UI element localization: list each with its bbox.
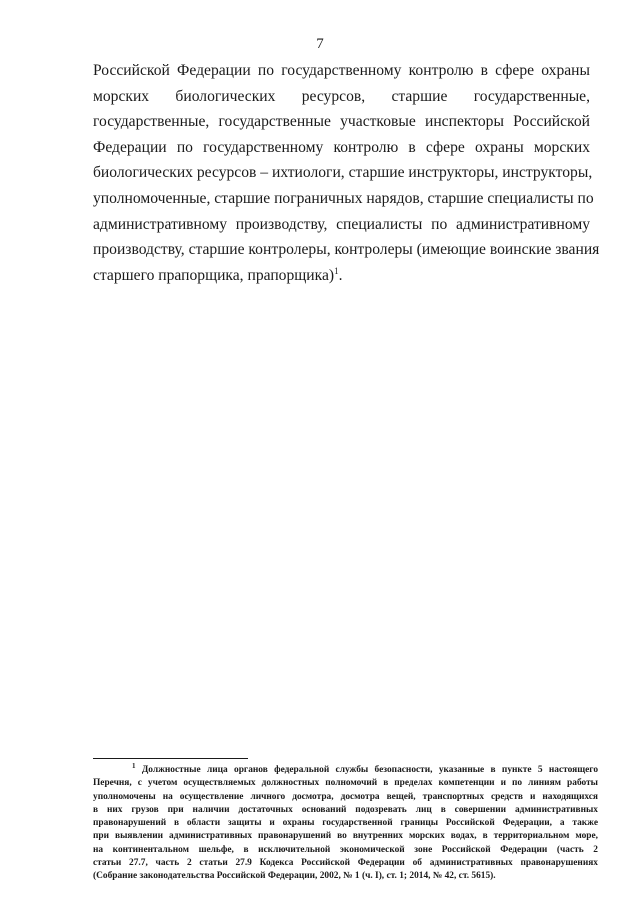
main-text-line: Российской Федерации по государственному контролю в сфере охраны — [93, 62, 590, 79]
main-text-last-line: старшего прапорщика, прапорщика)$^1$. — [93, 265, 343, 284]
footnote-line: на континентальном шельфе, в исключительной экономической зоне Российской Федерации (часть 2 — [93, 844, 598, 855]
main-text-line: старшего прапорщика, прапорщика) — [93, 266, 335, 284]
main-text-line: государственные, государственные участковые инспекторы Российской — [93, 113, 590, 131]
main-text-line: уполномоченные, старшие пограничных нарядов, старшие специалисты по — [93, 189, 594, 207]
footnote-marker: 1 — [132, 762, 136, 770]
footnote-line: уполномочены на осуществление личного досмотра, досмотра вещей, транспортных средств и находящихся — [93, 791, 598, 802]
main-text-line: морских биологических ресурсов, старшие государственные, — [93, 87, 590, 105]
footnote-line: Перечня, с учетом осуществляемых должностных полномочий в пределах компетенции и по линиям работы — [93, 778, 598, 789]
main-paragraph — [93, 58, 600, 288]
footnote-line: Должностные лица органов федеральной службы безопасности, указанные в пункте 5 настоящего — [141, 765, 599, 775]
footnote-line: статьи 27.7, часть 2 статьи 27.9 Кодекса Российской Федерации об административных правонарушениях — [93, 858, 598, 869]
main-text-line: биологических ресурсов – ихтиологи, старшие инструкторы, инструкторы, — [93, 164, 593, 182]
page-number: 7 — [316, 36, 324, 52]
footnote-reference: 1 — [334, 265, 339, 276]
main-text-line: Федерации по государственному контролю в сфере охраны морских — [93, 138, 590, 156]
footnote-line: при выявлении административных правонарушений во внутренних морских водах, в территориальном море, — [93, 831, 598, 842]
footnote-line: правонарушений в области защиты и охраны государственной границы Российской Федерации, а также — [93, 818, 598, 829]
footnote-last-line: (Собрание законодательства Российской Федерации, 2002, № 1 (ч. I), ст. 1; 2014, № 42, ст. 5615). — [93, 871, 496, 882]
main-text-line: производству, старшие контролеры, контролеры (имеющие воинские звания — [93, 241, 600, 259]
main-text-line: административному производству, специалисты по административному — [93, 215, 590, 233]
footnote-line: в них грузов при наличии достаточных оснований подозревать лиц в совершении административных — [93, 804, 598, 815]
footnote — [93, 764, 598, 884]
footnote-first-line — [93, 764, 598, 777]
footnote-separator — [93, 758, 248, 759]
